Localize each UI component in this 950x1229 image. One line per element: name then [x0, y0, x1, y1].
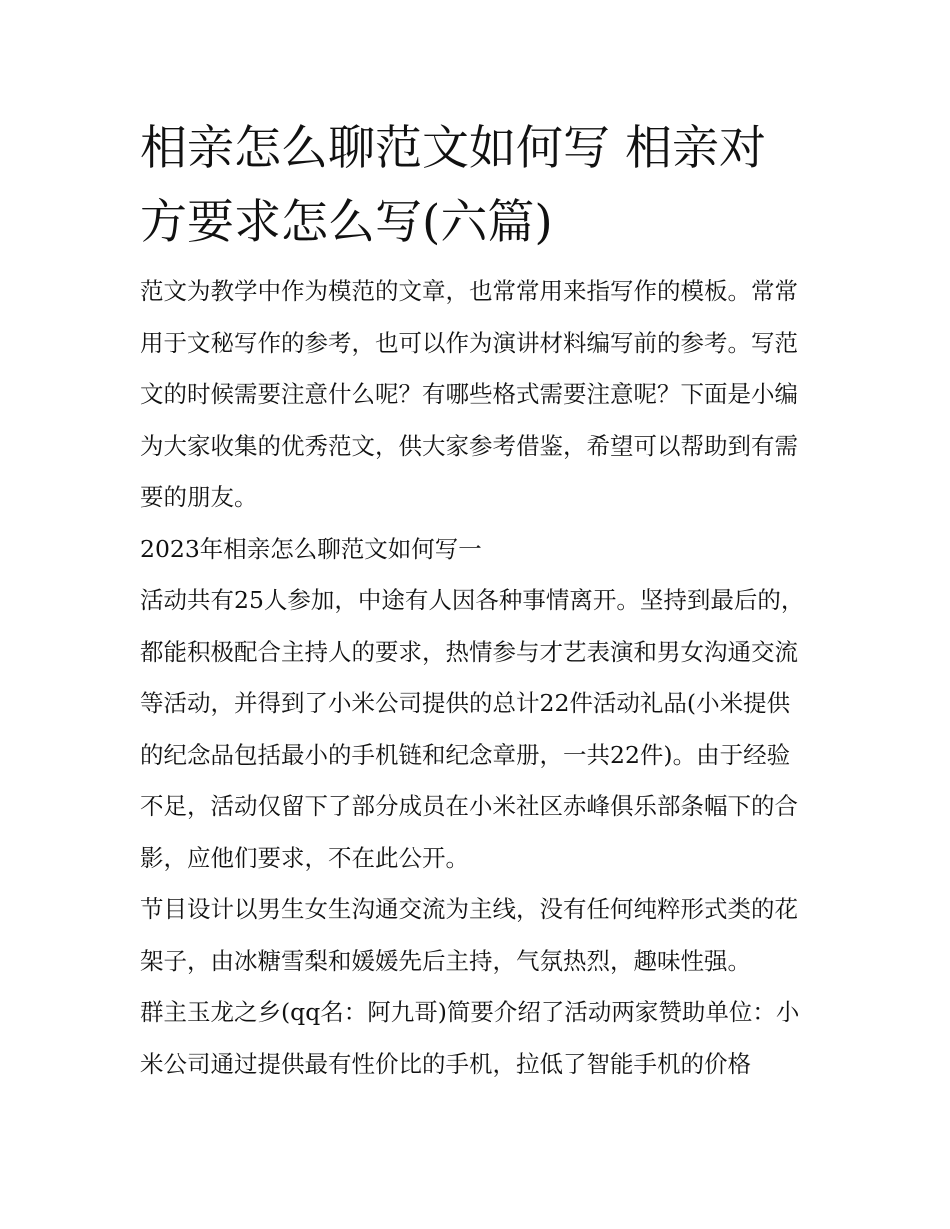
section-heading: 2023年相亲怎么聊范文如何写一	[140, 534, 482, 563]
document-body	[140, 112, 812, 1090]
paragraph-intro: 范文为教学中作为模范的文章，也常常用来指写作的模板。常常用于文秘写作的参考，也可以作为演讲材料编写前的参考。写范文的时候需要注意什么呢？有哪些格式需要注意呢？下面是小编为大家收集的优秀范文，供大家参考借鉴，希望可以帮助到有需要的朋友。	[140, 277, 798, 511]
paragraph-sponsors: 群主玉龙之乡(qq名：阿九哥)简要介绍了活动两家赞助单位：小米公司通过提供最有性价比的手机，拉低了智能手机的价格	[140, 998, 800, 1078]
paragraph-activity: 活动共有25人参加，中途有人因各种事情离开。坚持到最后的，都能积极配合主持人的要求，热情参与才艺表演和男女沟通交流等活动，并得到了小米公司提供的总计22件活动礼品(小米提供的纪念品包括最小的手机链和纪念章册，一共22件)。由于经验不足，活动仅留下了部分成员在小米社区赤峰俱乐部条幅下的合影，应他们要求，不在此公开。	[140, 586, 805, 872]
document-title: 相亲怎么聊范文如何写 相亲对方要求怎么写(六篇)	[140, 121, 766, 250]
paragraph-program: 节目设计以男生女生沟通交流为主线，没有任何纯粹形式类的花架子，由冰糖雪梨和媛媛先后主持，气氛热烈，趣味性强。	[140, 895, 798, 975]
